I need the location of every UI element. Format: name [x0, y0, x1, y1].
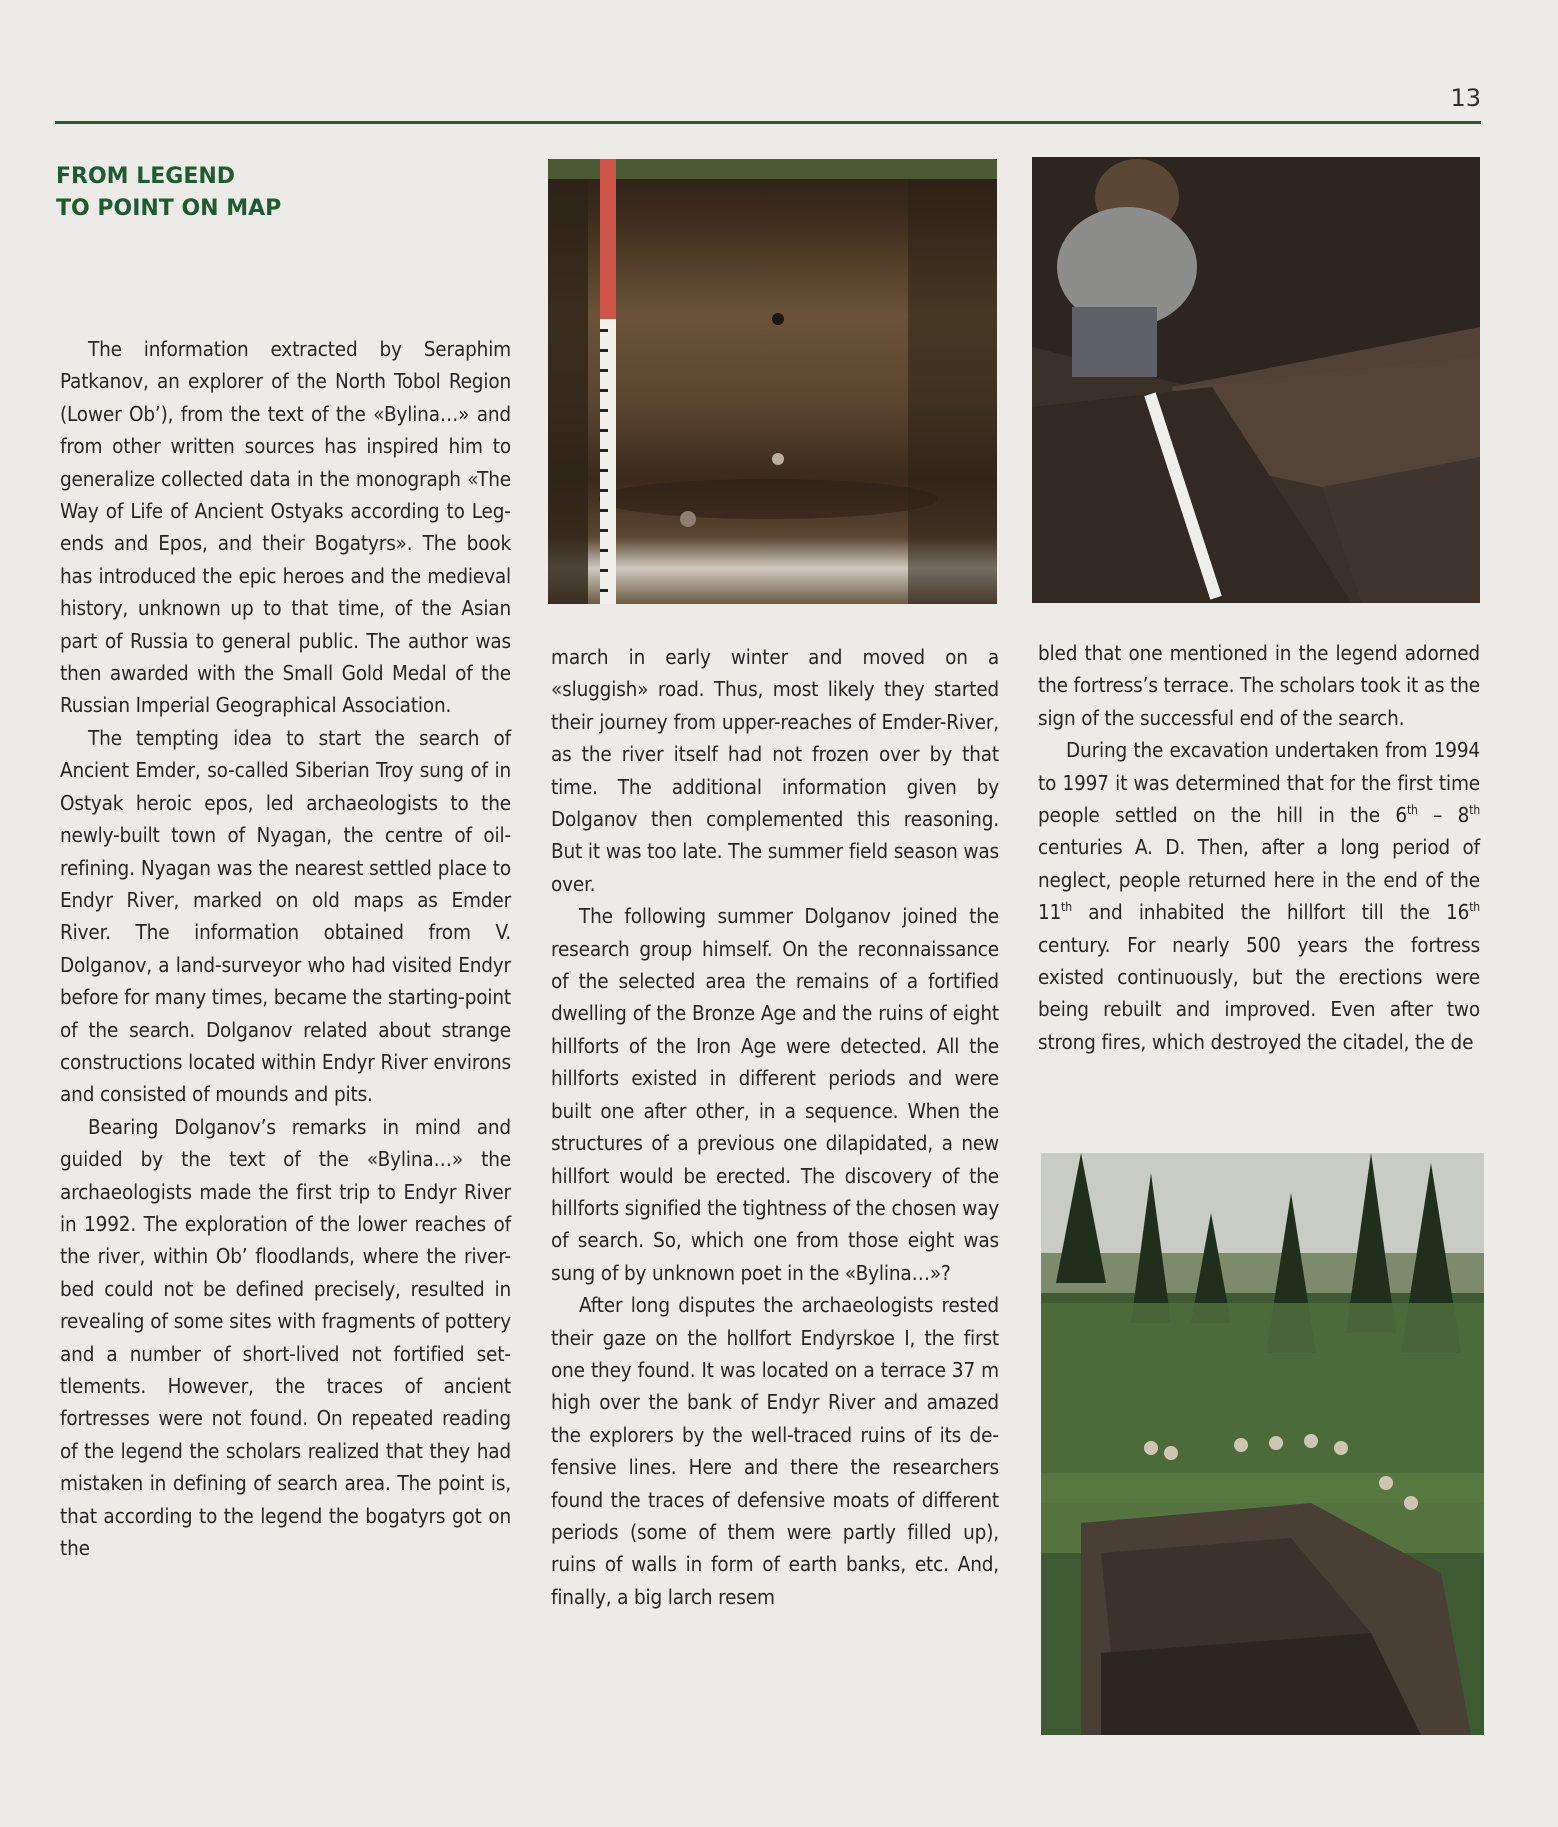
text-run: century. For nearly 500 years the fortress existed continuously, but the erections were being rebuilt and improved. Even after two strong fires, which destroyed the citadel, the de — [1038, 932, 1480, 1054]
text-column-2 — [551, 641, 999, 1613]
excavation-researcher-photo — [1032, 157, 1480, 603]
paragraph: Bearing Dolganov’s remarks in mind and guided by the text of the «Bylina…» the archaeologists made the first trip to Endyr River in 1992. The exploration of the lower reaches of the river, within Ob’ floodlands, where the river-bed could not be defined precisely, resulted in revealing of some sites with fragments of pottery and a number of short-lived not fortified settlements. However, the traces of ancient fortresses were not found. On repeated reading of the legend the scholars realized that they had mistaken in defining of search area. The point is, that according to the legend the bogatyrs got on the — [60, 1114, 511, 1561]
paragraph: The tempting idea to start the search of Ancient Emder, so-called Siberian Troy sung of in Ostyak heroic epos, led archaeologists to the newly-built town of Nyagan, the centre of oil-refining. Nyagan was the nearest settled place to Endyr River, marked on old maps as Emder River. The information obtained from V. Dolganov, a land-surveyor who had visited Endyr before for many times, became the starting-point of the search. Dolganov related about strange constructions located within Endyr River environs and consisted of mounds and pits. — [60, 725, 511, 1107]
superscript: th — [1469, 803, 1481, 818]
heading-line-1: FROM LEGEND — [56, 164, 236, 189]
superscript: th — [1061, 900, 1072, 915]
paragraph: The following summer Dolganov joined the research group himself. On the reconnaissance of the selected area the remains of a fortified dwelling of the Bronze Age and the ruins of eight hillforts of the Iron Age were detected. All the hillforts existed in different periods and were built one after other, in a sequence. When the structures of a previous one dilapidated, a new hillfort would be erected. The discovery of the hillforts signified the tightness of the chosen way of search. So, which one from those eight was sung of by unknown poet in the «Bylina…»? — [551, 904, 999, 1285]
text-run: – 8 — [1417, 803, 1470, 828]
paragraph: After long disputes the archaeologists rested their gaze on the hollfort Endyrskoe I, the first one they found. It was located on a terrace 37 m high over the bank of Endyr River and amazed the explorers by the well-traced ruins of its defensive lines. Here and there the researchers found the traces of defensive moats of different periods (some of them were partly filled up), ruins of walls in form of earth banks, etc. And, finally, a big larch resem — [551, 1293, 999, 1609]
heading-line-2: TO POINT ON MAP — [56, 196, 282, 221]
paragraph: march in early winter and moved on a «sluggish» road. Thus, most likely they started their journey from upper-reaches of Emder-River, as the river itself had not frozen over by that time. The additional information given by Dolganov then complemented this reasoning. But it was too late. The summer field season was over. — [551, 645, 999, 896]
superscript: th — [1469, 900, 1480, 915]
text-column-3 — [1038, 637, 1480, 1058]
soil-profile-photo — [548, 159, 997, 604]
text-run: During the excavation undertaken from 1994 to 1997 it was determined that for the first time people settled on the hill in the 6 — [1038, 738, 1480, 828]
text-run: centuries A. D. Then, after a long period of neglect, people returned here in the end of the 11 — [1038, 835, 1480, 925]
paragraph — [1038, 734, 1480, 1058]
excavation-site-photo — [1041, 1153, 1484, 1735]
page-number: 13 — [1450, 84, 1481, 112]
paragraph: The information extracted by Seraphim Patkanov, an explorer of the North Tobol Region (Lower Ob’), from the text of the «Bylina…» and from other written sources has inspired him to generalize collected data in the monograph «The Way of Life of Ancient Ostyaks according to Legends and Epos, and their Bogatyrs». The book has introduced the epic heroes and the medieval history, unknown up to that time, of the Asian part of Russia to general public. The author was then awarded with the Small Gold Medal of the Russian Imperial Geographical Association. — [60, 337, 511, 718]
text-run: and inhabited the hillfort till the 16 — [1071, 900, 1470, 925]
superscript: th — [1406, 803, 1418, 818]
paragraph: bled that one mentioned in the legend adorned the fortress’s terrace. The scholars took it as the sign of the successful end of the search. — [1038, 641, 1480, 730]
header-rule — [55, 121, 1481, 124]
section-heading — [56, 161, 281, 225]
text-column-1 — [60, 333, 511, 1564]
